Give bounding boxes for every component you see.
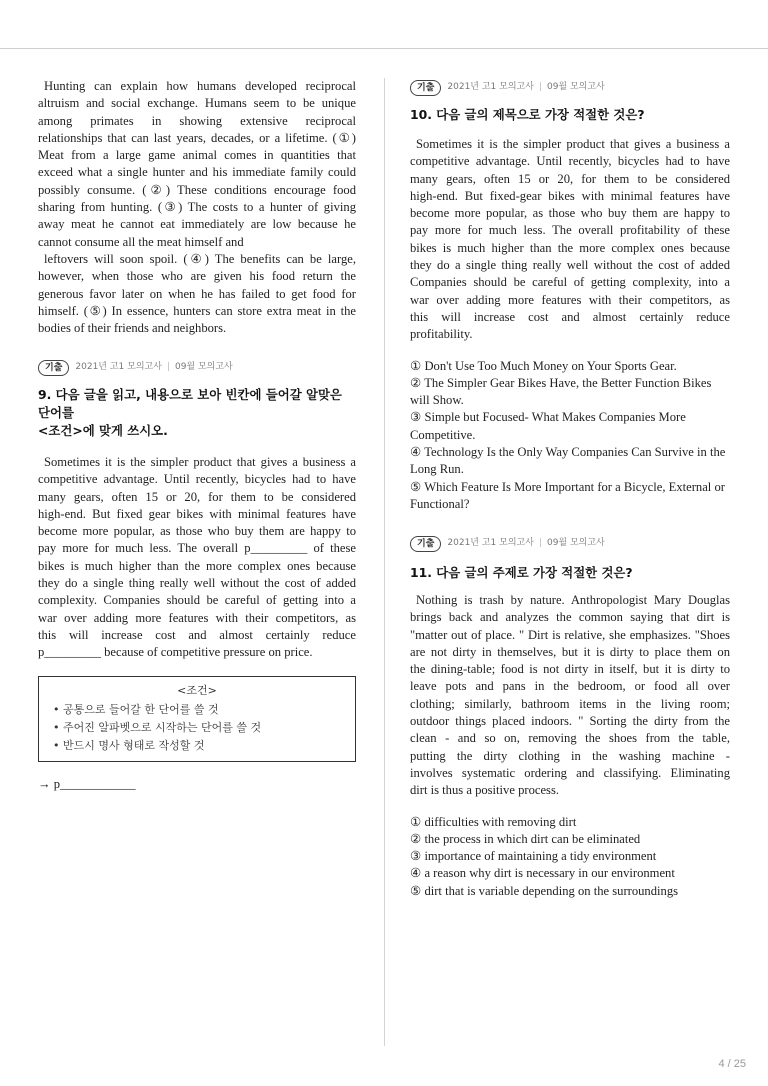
- q11-line: putting the dirty clothing in the washing machine -: [410, 748, 730, 763]
- q11-line: are not dirty in themselves, but it is dirty to place them on: [410, 644, 730, 659]
- q11-line: clean - and so on, removing the shoes from the table,: [410, 731, 730, 746]
- q11-source: [410, 536, 730, 552]
- q11-year: 2021년 고1 모의고사: [447, 538, 534, 549]
- source-separator: |: [166, 362, 170, 373]
- q10-year: 2021년 고1 모의고사: [447, 82, 534, 93]
- q11-line: outdoor things placed indoors. " Sorting the dirty from the: [410, 714, 730, 729]
- q9-year: 2021년 고1 모의고사: [75, 362, 162, 373]
- q11-line: leave pots and pans in the bedroom, or food all over: [410, 679, 730, 694]
- conditions-box: [38, 676, 356, 762]
- q10-source: [410, 80, 730, 96]
- page-number: 4 / 25: [718, 1058, 746, 1070]
- q10-line: this will increase cost and almost certainly reduce: [410, 309, 730, 324]
- intro-line: Hunting can explain how humans developed reciprocal: [44, 79, 356, 93]
- question-11: [410, 536, 730, 900]
- source-separator: |: [538, 82, 542, 93]
- intro-line: relationships that can last years, decades, or a lifetime. (①): [38, 130, 356, 145]
- q11-line: "matter out of place. " Dirt is relative, she emphasizes. "Shoes: [410, 627, 730, 642]
- q10-line: Sometimes it is the simpler product that gives a business a: [416, 137, 730, 151]
- intro-line: Meat from a large game animal comes in quantities that: [38, 148, 356, 163]
- q9-answer-blank: → p____________: [38, 776, 136, 791]
- intro-line: however, when those who are given his food return the: [38, 269, 356, 284]
- q10-option-4[interactable]: ④ Technology Is the Only Way Companies Can Survive in the Long Run.: [410, 445, 726, 477]
- q10-line: become more popular, as those who buy them are happy to: [410, 206, 730, 221]
- q9-source: [38, 360, 356, 376]
- q11-option-5[interactable]: ⑤ dirt that is variable depending on the surroundings: [410, 883, 679, 898]
- question-10: [410, 80, 730, 513]
- q11-line: brings back and analyzes the common saying that dirt is: [410, 610, 730, 625]
- intro-passage: [38, 78, 356, 337]
- q11-line: Nothing is trash by nature. Anthropologist Mary Douglas: [416, 593, 730, 607]
- q9-line: complexity. Companies should be careful of getting into a: [38, 593, 356, 608]
- q10-option-2[interactable]: ② The Simpler Gear Bikes Have, the Better Function Bikes will Show.: [410, 375, 712, 408]
- q10-option-1[interactable]: ① Don't Use Too Much Money on Your Sports Gear.: [410, 358, 677, 373]
- q11-badge: 기출: [410, 536, 441, 552]
- q10-line: Companies should be careful of getting complexity, into a: [410, 275, 730, 290]
- q11-option-4[interactable]: ④ a reason why dirt is necessary in our environment: [410, 866, 675, 881]
- q11-option-3[interactable]: ③ importance of maintaining a tidy environment: [410, 849, 657, 864]
- column-divider: [384, 78, 385, 1046]
- intro-line: bodies of their friends and neighbors.: [38, 321, 227, 336]
- q11-line: clothing; similarly, bathroom items in the living room;: [410, 696, 730, 711]
- intro-line: sharing from hunting. (③) The costs to a hunter of giving: [38, 200, 356, 215]
- q11-options: [410, 814, 730, 900]
- q11-line: involves systematic ordering and classifying. Eliminating: [410, 765, 730, 780]
- q10-line: competitive advantage. Until recently, bicycles had to have: [410, 154, 730, 169]
- q10-line: war over adding more features with their competitors, as: [410, 292, 730, 307]
- intro-line: cannot consume all the meat himself and: [38, 234, 244, 249]
- intro-line: altruism and social exchange. Humans seem to be unique: [38, 96, 356, 111]
- q11-title: 11. 다음 글의 주제로 가장 적절한 것은?: [410, 565, 633, 580]
- header-rule: [0, 48, 768, 49]
- q10-line: many gears, often 15 or 20, for them to be considered: [410, 171, 730, 186]
- q9-line: competitive advantage. Until recently, bicycles had to have: [38, 472, 356, 487]
- q10-badge: 기출: [410, 80, 441, 96]
- q9-title-line: 9. 다음 글을 읽고, 내용으로 보아 빈칸에 들어갈 알맞은 단어를: [38, 387, 342, 420]
- q11-line: dirt is thus a positive process.: [410, 783, 560, 798]
- intro-line: himself. (⑤) In essence, hunters can store extra meat in the: [38, 303, 356, 318]
- q10-line: pay more for much less. The overall profitability of these: [410, 223, 730, 238]
- q9-line: p_________ because of competitive pressure on price.: [38, 645, 313, 660]
- q10-option-3[interactable]: ③ Simple but Focused- What Makes Companies More Competitive.: [410, 410, 686, 442]
- intro-line: among primates in showing extensive reciprocal: [38, 113, 356, 128]
- q9-line: many gears, often 15 or 20, for them to be considered: [38, 489, 356, 504]
- left-column: [38, 78, 356, 337]
- intro-line: generous favor later on when he has failed to get food for: [38, 286, 356, 301]
- intro-line: possibly consume. (②) These conditions encourage food: [38, 182, 356, 197]
- condition-item: • 반드시 명사 형태로 작성할 것: [53, 738, 205, 752]
- q10-passage: [410, 136, 730, 344]
- condition-item: • 주어진 알파벳으로 시작하는 단어를 쓸 것: [53, 720, 262, 734]
- q9-line: this will increase cost and almost certainly reduce: [38, 627, 356, 642]
- q10-line: bikes is much higher than the more complex ones because: [410, 240, 730, 255]
- q9-line: they do a single thing really well without the cost of added: [38, 576, 356, 591]
- q9-month: 09월 모의고사: [174, 362, 233, 373]
- condition-item: • 공통으로 들어갈 한 단어를 쓸 것: [53, 702, 219, 716]
- q10-options: [410, 358, 730, 514]
- q11-option-1[interactable]: ① difficulties with removing dirt: [410, 814, 577, 829]
- q10-line: high-end. But fixed-gear bikes with minimal features have: [410, 188, 730, 203]
- q9-title-line: <조건>에 맞게 쓰시오.: [38, 423, 168, 438]
- question-9: [38, 360, 356, 793]
- q11-passage: [410, 592, 730, 800]
- q11-month: 09월 모의고사: [546, 538, 605, 549]
- q9-line: Sometimes it is the simpler product that gives a business a: [44, 455, 356, 469]
- q9-line: high-end. But fixed gear bikes with minimal features have: [38, 506, 356, 521]
- q9-line: pay more for much less. The overall p_________ of these: [38, 541, 356, 556]
- source-separator: |: [538, 538, 542, 549]
- q9-line: war over adding more features with their competitors, as: [38, 610, 356, 625]
- q9-line: become more popular, as those who buy them are happy to: [38, 524, 356, 539]
- q11-option-2[interactable]: ② the process in which dirt can be eliminated: [410, 831, 641, 846]
- q9-badge: 기출: [38, 360, 69, 376]
- q9-passage: [38, 454, 356, 662]
- conditions-title: <조건>: [177, 683, 217, 697]
- q9-title: [38, 386, 356, 440]
- intro-line: away meat he cannot eat immediately are low because he: [38, 217, 356, 232]
- q10-option-5[interactable]: ⑤ Which Feature Is More Important for a Bicycle, External or Functional?: [410, 479, 725, 511]
- intro-line: leftovers will soon spoil. (④) The benefits can be large,: [44, 251, 356, 266]
- intro-line: exceed what a single hunter and his immediate family could: [38, 165, 356, 180]
- q9-line: bikes is much higher than the more complex ones because: [38, 558, 356, 573]
- q10-title: 10. 다음 글의 제목으로 가장 적절한 것은?: [410, 107, 645, 122]
- q10-line: profitability.: [410, 327, 473, 342]
- q11-line: the dining-table; food is not dirty in itself, but it is dirty to: [410, 662, 730, 677]
- q10-line: they do a single thing really well without the cost of added: [410, 258, 730, 273]
- q10-month: 09월 모의고사: [546, 82, 605, 93]
